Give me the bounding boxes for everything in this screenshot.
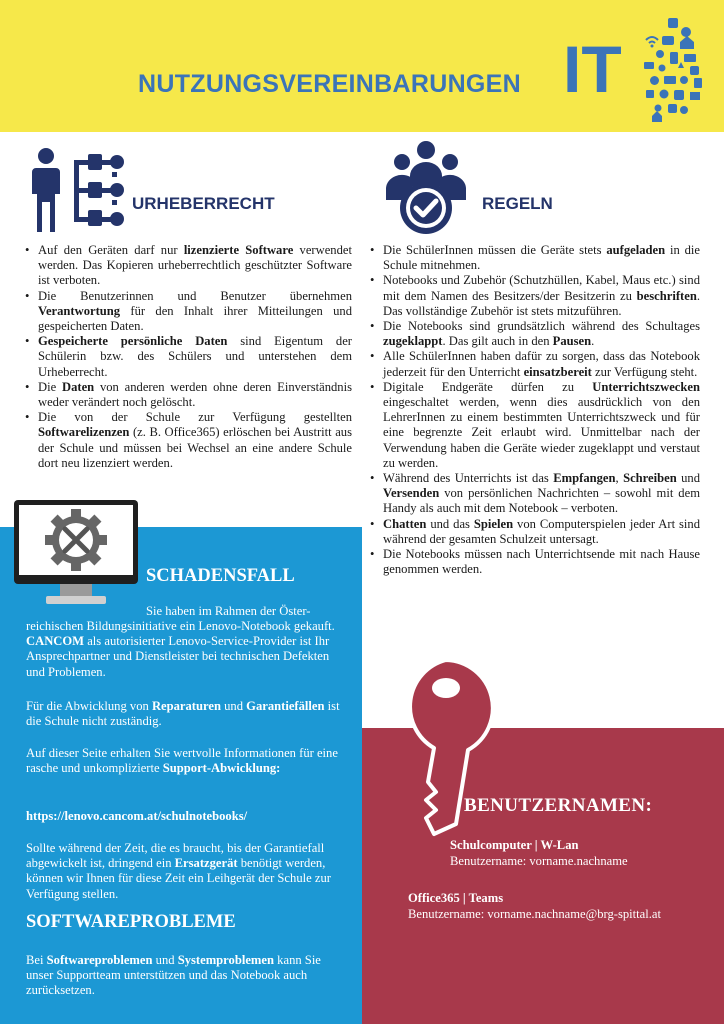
text-run: Die SchülerInnen müssen die Geräte stets: [383, 243, 607, 257]
list-item: [369, 319, 700, 349]
text-run: (z. B. Office365) erlöschen bei Austritt aus der Schule und müssen bei Wechsel an eine andere Schule dort neu lizenziert werden.: [38, 425, 352, 470]
support-link[interactable]: https://lenovo.cancom.at/schulnotebooks/: [26, 809, 248, 823]
schadensfall-repair-text: [26, 699, 342, 729]
text-run: und: [152, 953, 178, 967]
bold-text: Unterrichtszwecken: [592, 379, 700, 394]
text-run: Notebooks und Zubehör (Schutzhüllen, Kabel, Maus etc.) sind mit dem Namen des Besitzers/der Besitzerin zu: [383, 273, 700, 303]
bold-text: Versenden: [383, 486, 440, 501]
text-run: Während des Unterrichts ist das: [383, 471, 554, 486]
text-run: Die Notebooks sind grundsätzlich während des Schultages: [383, 319, 700, 334]
bold-text: Verantwortung: [38, 303, 121, 318]
bold-text: Reparaturen: [151, 699, 221, 713]
text-run: Digitale Endgeräte dürfen zu: [383, 379, 593, 394]
bold-text: Garantiefällen: [246, 699, 325, 713]
list-item: [369, 243, 700, 273]
tech-icons-cloud-icon: [638, 14, 708, 124]
benutzernamen-heading: BENUTZERNAMEN:: [464, 795, 653, 816]
office365-username: Benutzername: vorname.nachname@brg-spittal.at: [408, 907, 662, 921]
text-run: für den Inhalt ihrer Mitteilungen und gespeicherten Daten.: [38, 303, 352, 334]
list-item: [24, 334, 352, 380]
text-run: von persönlichen Nachrichten – sowohl mit dem Handy als auch mit dem Notebook – verboten.: [383, 486, 700, 516]
bold-text: Support-Abwicklung:: [162, 761, 281, 776]
it-label: IT: [563, 32, 622, 106]
list-item: [24, 289, 352, 335]
bold-text: Daten: [61, 379, 95, 394]
text-run: sind Eigentum der Schülerin bzw. des Schülers und unterstehen dem Urheberrecht.: [38, 334, 352, 379]
schadensfall-heading: SCHADENSFALL: [146, 566, 295, 586]
text-run: benötigt werden, können wir Ihnen für diese Zeit ein Leihgerät der Schule zur Verfügung stellen.: [26, 856, 331, 901]
urheberrecht-heading: URHEBERRECHT: [132, 194, 275, 213]
text-run: und: [220, 699, 247, 713]
bold-text: beschriften: [636, 288, 697, 303]
hierarchy-person-icon: [30, 146, 126, 236]
bold-text: Systemproblemen: [177, 953, 275, 967]
text-run: Die Notebooks müssen nach Unterrichtsende mit nach Hause genommen werden.: [383, 547, 700, 577]
list-item: [369, 273, 700, 319]
text-run: . Das gilt auch in den: [442, 334, 553, 349]
bold-text: Chatten: [383, 516, 427, 531]
text-run: reichischen Bildungsinitiative ein Lenovo-Notebook gekauft.: [26, 619, 335, 633]
bold-text: Gespeicherte persönliche Daten: [38, 334, 228, 349]
list-item: [369, 547, 700, 577]
office365-title: Office365 | Teams: [408, 891, 504, 905]
schadensfall-intro-first: Sie haben im Rahmen der Öster-: [146, 604, 311, 618]
bold-text: Softwarelizenzen: [38, 425, 130, 440]
regeln-list: [369, 243, 700, 577]
text-run: kann Sie unser Supportteam unterstützen und das Notebook auch zurücksetzen.: [26, 953, 321, 998]
group-check-icon: [380, 140, 472, 236]
bold-text: CANCOM: [26, 634, 85, 649]
header-banner: [0, 0, 724, 132]
text-run: . Das vollständige Zubehör ist stets mitzuführen.: [383, 288, 700, 318]
bold-text: Ersatzgerät: [174, 856, 238, 871]
list-item: [369, 380, 700, 471]
text-run: ,: [615, 471, 624, 486]
list-item: [24, 410, 352, 471]
text-run: als autorisierter Lenovo-Service-Provider ist Ihr Ansprechpartner und Dienstleister bei technischen Defekten und Problemen.: [26, 634, 330, 679]
text-run: Die: [38, 379, 62, 394]
schadensfall-support-text: [26, 746, 342, 776]
bold-text: Empfangen: [553, 471, 616, 486]
bold-text: Spielen: [473, 516, 514, 531]
schulcomputer-username: Benutzername: vorname.nachname: [450, 854, 628, 868]
regeln-heading: REGELN: [482, 194, 553, 213]
text-run: ist die Schule nicht zuständig.: [26, 699, 340, 729]
text-run: Die von der Schule zur Verfügung gestellten: [38, 410, 352, 425]
bold-text: Schreiben: [623, 471, 677, 486]
schadensfall-loan-text: [26, 841, 342, 902]
text-run: Alle SchülerInnen haben dafür zu sorgen, dass das Notebook jederzeit für den Unterricht: [383, 349, 700, 379]
text-run: und: [676, 471, 700, 486]
text-run: von Computerspielen jeder Art sind während der gesamten Schulzeit untersagt.: [383, 516, 701, 546]
bold-text: Pausen: [552, 334, 592, 349]
page-title: NUTZUNGSVEREINBARUNGEN: [138, 70, 522, 98]
list-item: [369, 517, 700, 547]
list-item: [369, 471, 700, 517]
schulcomputer-title: Schulcomputer | W-Lan: [450, 838, 579, 852]
text-run: eingeschaltet werden, wenn dies ausdrücklich von den LehrerInnen zu einem bestimmten Unterrichtszweck und für eine begrenzte Zeit erlaubt wird. Unmittelbar nach der Verwendung haben die Geräte wieder zugeklappt und verstaut zu werden.: [383, 395, 700, 470]
bold-text: aufgeladen: [606, 243, 666, 257]
text-run: Für die Abwicklung von: [26, 699, 152, 713]
softwareprobleme-heading: SOFTWAREPROBLEME: [26, 912, 236, 932]
bold-text: zugeklappt: [383, 334, 443, 349]
text-run: .: [591, 334, 595, 349]
text-run: verwendet werden. Das Kopieren urheberrechtlich geschützter Software ist verboten.: [38, 243, 352, 288]
text-run: Bei: [26, 953, 47, 967]
list-item: [24, 243, 352, 289]
list-item: [24, 380, 352, 410]
bold-text: lizenzierte Software: [183, 243, 294, 257]
text-run: in die Schule mitnehmen.: [383, 243, 700, 273]
bold-text: Softwareproblemen: [46, 953, 153, 967]
text-run: Sollte während der Zeit, die es braucht, bis der Garantiefall abgewickelt ist, dringend ein: [26, 841, 325, 871]
text-run: Auf den Geräten darf nur: [38, 243, 184, 257]
list-item: [369, 349, 700, 379]
text-run: zur Verfügung steht.: [591, 364, 698, 379]
schadensfall-intro: [26, 619, 342, 680]
bold-text: einsatzbereit: [523, 364, 592, 379]
text-run: von anderen werden ohne deren Einverständnis weder verändert noch gelöscht.: [38, 379, 352, 410]
text-run: und das: [426, 516, 474, 531]
text-run: Die Benutzerinnen und Benutzer übernehmen: [38, 288, 352, 303]
urheberrecht-list: [24, 243, 352, 471]
monitor-tools-icon: [14, 500, 138, 608]
softwareprobleme-text: [26, 953, 342, 999]
text-run: Auf dieser Seite erhalten Sie wertvolle Informationen für eine rasche und unkomplizierte: [26, 746, 338, 776]
